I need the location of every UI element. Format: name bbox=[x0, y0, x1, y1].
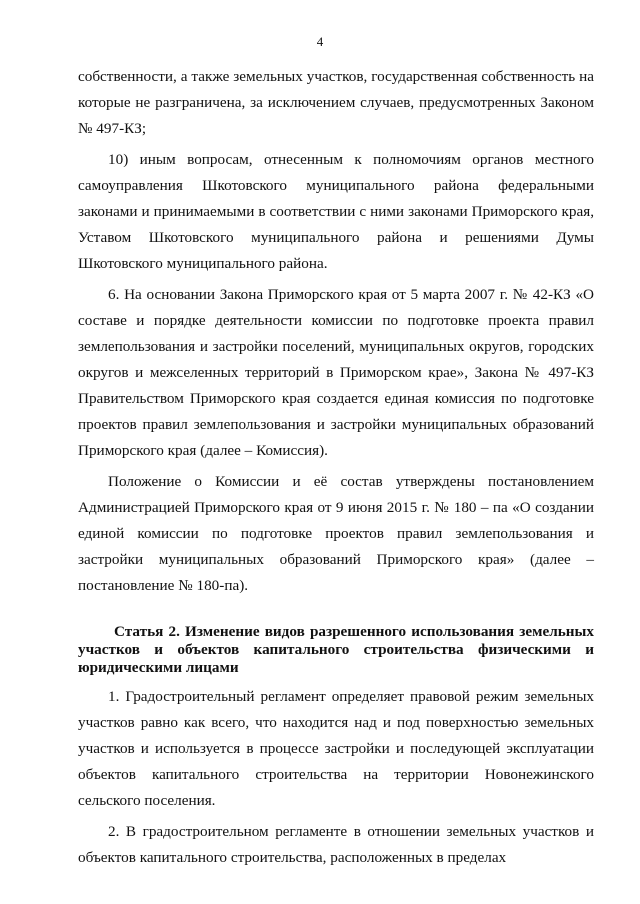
paragraph-article2-item-2: 2. В градостроительном регламенте в отношении земельных участков и объектов капитального строительства, расположенных в пределах bbox=[78, 823, 594, 866]
document-body bbox=[78, 64, 594, 871]
paragraph-item-10: 10) иным вопросам, отнесенным к полномочиям органов местного самоуправления Шкотовского муниципального района федеральными законами и принимаемыми в соответствии с ними законами Приморского края, Уставом Шкотовского муниципального района и решениями Думы Шкотовского муниципального района. bbox=[78, 151, 594, 272]
paragraph-article2-item-1: 1. Градостроительный регламент определяет правовой режим земельных участков равно как всего, что находится над и под поверхностью земельных участков и используется в процессе застройки и последующей эксплуатации объектов капитального строительства на территории Новонежинского сельского поселения. bbox=[78, 688, 594, 809]
page-number: 4 bbox=[316, 34, 324, 49]
article-heading: Статья 2. Изменение видов разрешенного использования земельных участков и объектов капитального строительства физическими и юридическими лицами bbox=[78, 623, 594, 676]
paragraph-item-6: 6. На основании Закона Приморского края от 5 марта 2007 г. № 42-КЗ «О составе и порядке деятельности комиссии по подготовке проекта правил землепользования и застройки поселений, муниципальных округов, городских округов и межселенных территорий в Приморском крае», Закона № 497-КЗ Правительством Приморского края создается единая комиссия по подготовке проектов правил землепользования и застройки муниципальных образований Приморского края (далее – Комиссия). bbox=[78, 286, 594, 459]
paragraph-commission-regulation: Положение о Комиссии и её состав утверждены постановлением Администрацией Приморского края от 9 июня 2015 г. № 180 – па «О создании единой комиссии по подготовке проектов правил землепользования и застройки муниципальных образований Приморского края» (далее – постановление № 180-па). bbox=[78, 473, 594, 594]
paragraph-continuation: собственности, а также земельных участков, государственная собственность на которые не разграничена, за исключением случаев, предусмотренных Законом № 497-КЗ; bbox=[78, 68, 594, 137]
